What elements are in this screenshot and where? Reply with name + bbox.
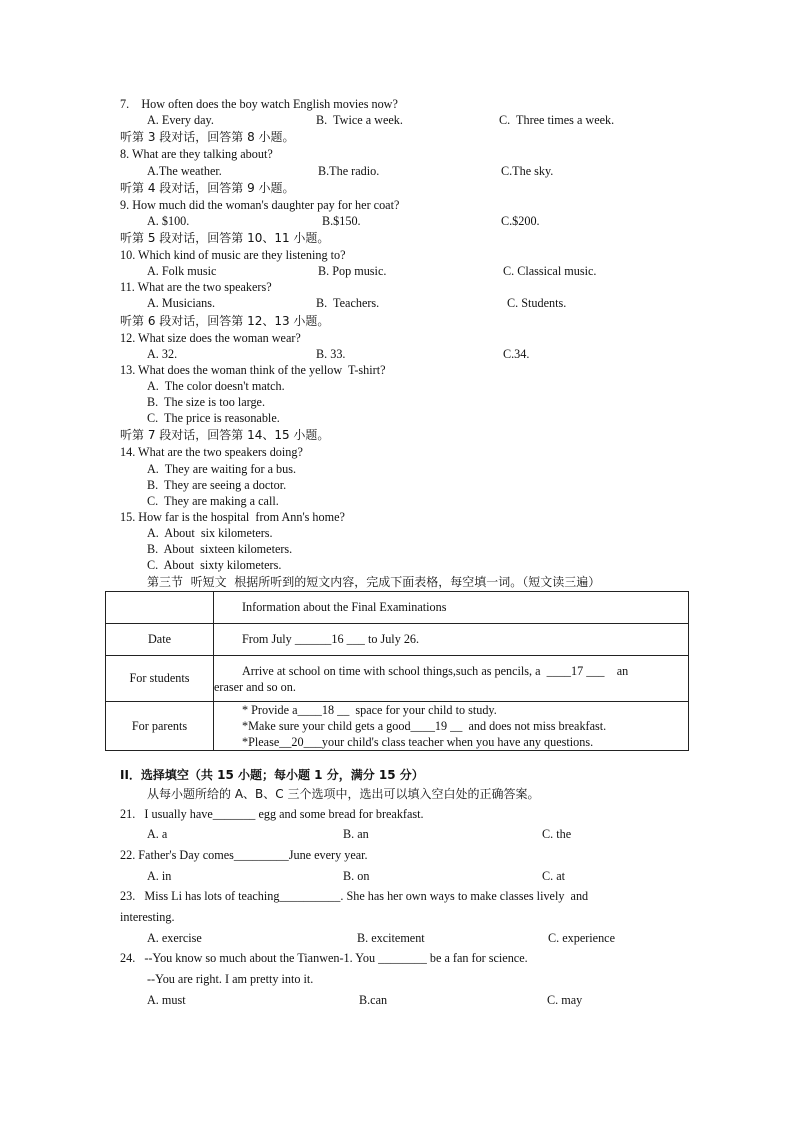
q15-option-b[interactable]: B. About sixteen kilometers. [147,542,293,556]
q23-option-a[interactable]: A. exercise [147,931,202,945]
listening-header-3: 听第 3 段对话，回答第 8 小题。 [120,130,295,144]
q13-option-c[interactable]: C. The price is reasonable. [147,411,280,425]
q11-option-b[interactable]: B. Teachers. [316,296,380,310]
q10-option-a[interactable]: A. Folk music [147,264,217,278]
q15-option-c[interactable]: C. About sixty kilometers. [147,558,282,572]
q10-option-c[interactable]: C. Classical music. [503,264,597,278]
q7-option-c[interactable]: C. Three times a week. [499,113,615,127]
q12-option-c[interactable]: C.34. [503,347,530,361]
q8-question: 8. What are they talking about? [120,147,273,161]
q13-question: 13. What does the woman think of the yellow T-shirt? [120,363,386,377]
q9-option-c[interactable]: C.$200. [501,214,540,228]
listening-header-7: 听第 7 段对话，回答第 14、15 小题。 [120,428,330,442]
q9-option-a[interactable]: A. $100. [147,214,190,228]
parents-line-1: * Provide a____18 __ space for your child to study. [242,703,497,717]
listening-header-4: 听第 4 段对话，回答第 9 小题。 [120,181,295,195]
date-label: Date [106,624,214,656]
q7-option-b[interactable]: B. Twice a week. [316,113,403,127]
q22-option-b[interactable]: B. on [343,869,370,883]
q21-option-c[interactable]: C. the [542,827,572,841]
q24-question: 24. --You know so much about the Tianwen-1. You ________ be a fan for science. [120,951,528,965]
q9-question: 9. How much did the woman's daughter pay for her coat? [120,198,400,212]
q12-option-a[interactable]: A. 32. [147,347,178,361]
q15-option-a[interactable]: A. About six kilometers. [147,526,273,540]
q11-option-c[interactable]: C. Students. [507,296,567,310]
listening-header-5: 听第 5 段对话，回答第 10、11 小题。 [120,231,330,245]
q13-option-a[interactable]: A. The color doesn't match. [147,379,285,393]
parents-line-2: *Make sure your child gets a good____19 __ and does not miss breakfast. [242,719,607,733]
q11-option-a[interactable]: A. Musicians. [147,296,216,310]
q11-question: 11. What are the two speakers? [120,280,272,294]
q21-option-a[interactable]: A. a [147,827,168,841]
students-line-2: eraser and so on. [214,679,296,694]
q14-option-c[interactable]: C. They are making a call. [147,494,279,508]
parents-cell[interactable] [214,702,689,751]
q24-option-b[interactable]: B.can [359,993,388,1007]
students-cell[interactable] [214,656,689,702]
q21-option-b[interactable]: B. an [343,827,369,841]
students-line-1: Arrive at school on time with school things,such as pencils, a ____17 ___ an [242,663,629,678]
q23-question-line-1: 23. Miss Li has lots of teaching__________. She has her own ways to make classes lively and [120,889,589,903]
q24-reply: --You are right. I am pretty into it. [147,972,314,986]
listening-header-6: 听第 6 段对话，回答第 12、13 小题。 [120,314,330,328]
q21-question: 21. I usually have_______ egg and some bread for breakfast. [120,807,424,821]
q22-question: 22. Father's Day comes_________June every year. [120,848,368,862]
part-2-instruction: 从每小题所给的 A、B、C 三个选项中，选出可以填入空白处的正确答案。 [147,787,540,801]
q12-option-b[interactable]: B. 33. [316,347,346,361]
parents-label: For parents [106,702,214,751]
q8-option-c[interactable]: C.The sky. [501,164,554,178]
q8-option-a[interactable]: A.The weather. [147,164,222,178]
table-corner-cell [106,592,214,624]
q23-option-c[interactable]: C. experience [548,931,615,945]
students-label: For students [106,656,214,702]
q12-question: 12. What size does the woman wear? [120,331,301,345]
q9-option-b[interactable]: B.$150. [322,214,361,228]
q10-option-b[interactable]: B. Pop music. [318,264,387,278]
q8-option-b[interactable]: B.The radio. [318,164,380,178]
final-exam-info-table [105,591,689,751]
part-2-title: II．选择填空（共 15 小题；每小题 1 分，满分 15 分） [120,768,424,782]
q14-question: 14. What are the two speakers doing? [120,445,303,459]
q13-option-b[interactable]: B. The size is too large. [147,395,266,409]
q14-option-a[interactable]: A. They are waiting for a bus. [147,462,297,476]
table-header: Information about the Final Examinations [242,600,447,614]
q23-question-line-2: interesting. [120,910,175,924]
q24-option-c[interactable]: C. may [547,993,583,1007]
date-text: From July ______16 ___ to July 26. [242,632,420,646]
q14-option-b[interactable]: B. They are seeing a doctor. [147,478,287,492]
q10-question: 10. Which kind of music are they listening to? [120,248,346,262]
q7-question: 7. How often does the boy watch English movies now? [120,97,398,111]
q24-option-a[interactable]: A. must [147,993,186,1007]
table-header-cell [214,592,689,624]
section-3-heading: 第三节 听短文 根据所听到的短文内容，完成下面表格，每空填一词。（短文读三遍） [147,575,601,589]
parents-line-3: *Please__20___your child's class teacher when you have any questions. [242,735,594,749]
q22-option-c[interactable]: C. at [542,869,566,883]
q23-option-b[interactable]: B. excitement [357,931,425,945]
q7-option-a[interactable]: A. Every day. [147,113,214,127]
date-cell[interactable] [214,624,689,656]
q22-option-a[interactable]: A. in [147,869,172,883]
q15-question: 15. How far is the hospital from Ann's home? [120,510,345,524]
